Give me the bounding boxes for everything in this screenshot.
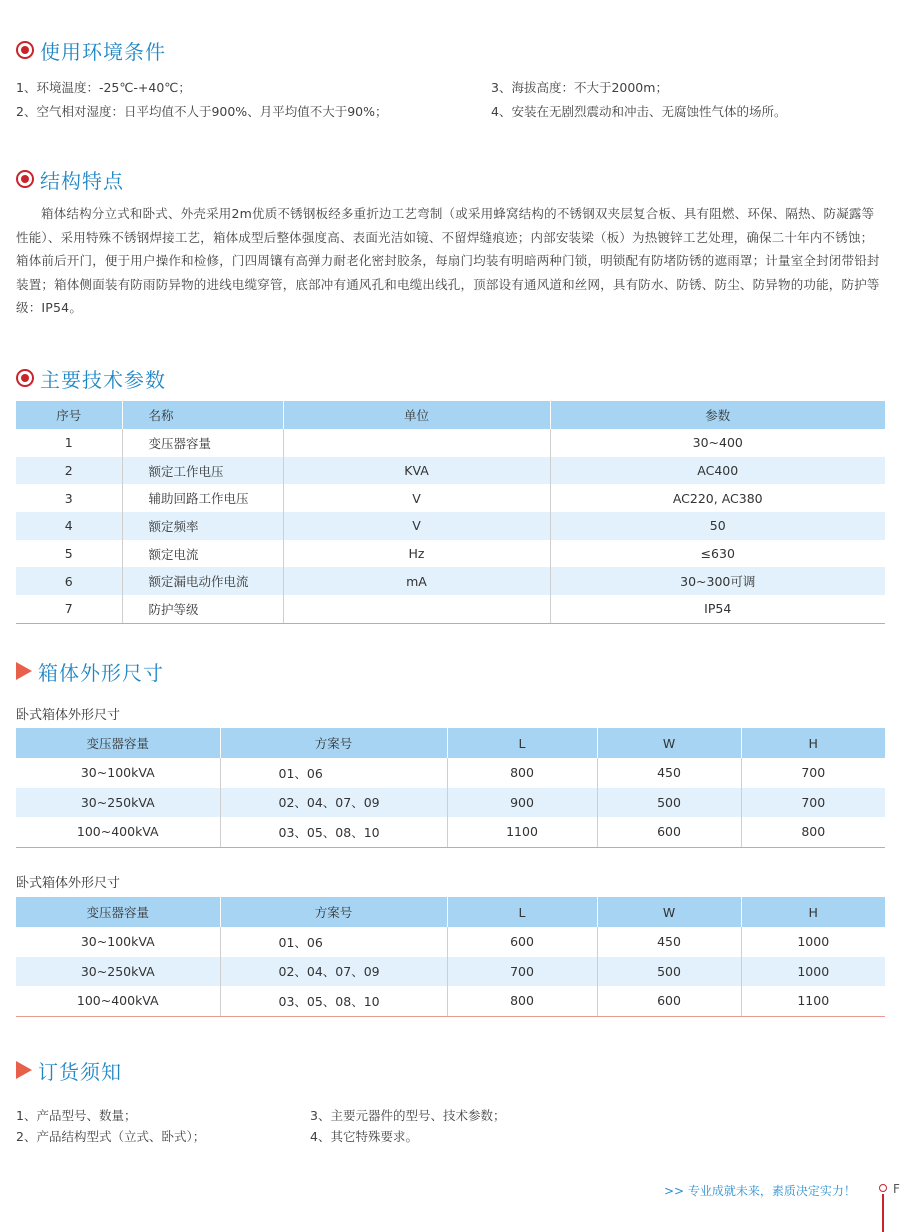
table-cell: 2 (16, 457, 122, 485)
table-cell: 800 (447, 758, 597, 788)
table-row (16, 429, 885, 457)
table-row (16, 817, 885, 847)
table-cell: KVA (283, 457, 550, 485)
section-title-ordering (16, 1056, 122, 1084)
table-cell: 额定电流 (122, 540, 283, 568)
table-cell: 01、06 (220, 758, 447, 788)
table-cell: 3 (64, 490, 73, 506)
table-cell: 6 (16, 567, 122, 595)
table-cell: 1000 (741, 927, 885, 957)
table-header: W (597, 728, 741, 758)
table-header: 名称 (122, 401, 283, 429)
table-row (16, 595, 885, 623)
table-cell: V (283, 484, 550, 512)
table-header: H (741, 728, 885, 758)
table-row (16, 788, 885, 818)
section-title-ordering-text: 订货须知 (38, 1059, 122, 1084)
table-cell: 700 (447, 957, 597, 987)
table-cell: 额定漏电动作电流 (122, 567, 283, 595)
section-title-params (16, 364, 166, 392)
table-cell: 变压器容量 (122, 429, 283, 457)
table-row (16, 758, 885, 788)
table-cell: 30~250kVA (16, 957, 220, 987)
triangle-bullet-icon (16, 662, 32, 680)
triangle-bullet-icon (16, 1061, 32, 1079)
table-cell: AC220, AC380 (550, 484, 885, 512)
table-row (16, 540, 885, 568)
table-header-row (16, 728, 885, 758)
table-row (16, 457, 885, 485)
dim-table-2-subtitle: 卧式箱体外形尺寸 (16, 876, 121, 891)
table-cell: 50 (550, 512, 885, 540)
table-cell: 30~100kVA (80, 934, 155, 950)
table-header: L (447, 897, 597, 927)
section-title-dimensions (16, 657, 164, 685)
table-cell: 额定频率 (122, 512, 283, 540)
table-header-row (16, 897, 885, 927)
ordering-item-4: 4、其它特殊要求。 (310, 1129, 418, 1144)
table-cell: mA (283, 567, 550, 595)
table-header-row (16, 401, 885, 429)
section-title-env (16, 36, 166, 64)
table-header: 序号 (16, 401, 122, 429)
table-cell: 600 (597, 986, 741, 1016)
table-row (16, 567, 885, 595)
table-cell: 1 (64, 435, 73, 451)
table-header: 单位 (283, 401, 550, 429)
table-cell: 1100 (741, 986, 885, 1016)
table-cell: 900 (447, 788, 597, 818)
table-cell: 7 (16, 595, 122, 623)
section-title-env-text: 使用环境条件 (40, 39, 166, 64)
table-header: 变压器容量 (16, 897, 220, 927)
table-cell: 30~300可调 (550, 567, 885, 595)
table-cell: 30~250kVA (16, 788, 220, 818)
table-cell: 01、06 (220, 927, 447, 957)
table-header: 参数 (550, 401, 885, 429)
table-cell: 500 (597, 957, 741, 987)
table-cell: 辅助回路工作电压 (122, 484, 283, 512)
table-cell: 700 (741, 788, 885, 818)
dim-table-2 (16, 897, 885, 1017)
env-item-4: 4、安装在无剧烈震动和冲击、无腐蚀性气体的场所。 (491, 104, 787, 119)
table-cell: 450 (597, 758, 741, 788)
dim-table-1-subtitle: 卧式箱体外形尺寸 (16, 708, 121, 723)
table-cell: 800 (741, 817, 885, 847)
table-cell: 02、04、07、09 (220, 788, 447, 818)
table-cell (283, 429, 550, 457)
table-cell: 600 (447, 927, 597, 957)
params-table (16, 401, 885, 624)
table-header: L (447, 728, 597, 758)
table-cell: 600 (597, 817, 741, 847)
ordering-item-1: 1、产品型号、数量； (16, 1108, 137, 1123)
table-cell: 30~400 (550, 429, 885, 457)
footer-slogan: >> 专业成就未来，素质决定实力！ (664, 1184, 856, 1198)
table-row (16, 957, 885, 987)
table-header: W (597, 897, 741, 927)
table-cell: 30~100kVA (80, 765, 155, 781)
table-cell: 100~400kVA (16, 986, 220, 1016)
footer-marker-icon (879, 1184, 887, 1192)
section-title-params-text: 主要技术参数 (40, 367, 166, 392)
table-cell: AC400 (550, 457, 885, 485)
table-cell: 03、05、08、10 (220, 986, 447, 1016)
table-cell: 500 (597, 788, 741, 818)
table-cell: 02、04、07、09 (220, 957, 447, 987)
table-cell (283, 595, 550, 623)
table-row (16, 484, 885, 512)
table-cell: 450 (597, 927, 741, 957)
table-cell: 5 (64, 546, 73, 562)
footer-rule (882, 1194, 884, 1232)
footer-edge-text: F (893, 1182, 900, 1196)
table-cell: V (283, 512, 550, 540)
table-cell: 防护等级 (122, 595, 283, 623)
target-bullet-icon (16, 170, 34, 188)
table-cell: 1100 (447, 817, 597, 847)
section-title-structure (16, 165, 124, 193)
ordering-item-2: 2、产品结构型式（立式、卧式）； (16, 1129, 206, 1144)
table-cell: Hz (283, 540, 550, 568)
table-header: 变压器容量 (16, 728, 220, 758)
ordering-item-3: 3、主要元器件的型号、技术参数； (310, 1108, 506, 1123)
table-cell: 03、05、08、10 (220, 817, 447, 847)
env-item-1: 1、环境温度：-25℃-+40℃； (16, 80, 191, 95)
table-header: 方案号 (220, 897, 447, 927)
table-cell: 100~400kVA (16, 817, 220, 847)
table-cell: 1000 (741, 957, 885, 987)
table-header: H (741, 897, 885, 927)
target-bullet-icon (16, 369, 34, 387)
table-cell: 800 (447, 986, 597, 1016)
env-item-2: 2、空气相对湿度：日平均值不人于900%、月平均值不大于90%； (16, 104, 388, 119)
table-cell: ≤630 (550, 540, 885, 568)
table-row (16, 986, 885, 1016)
table-header: 方案号 (220, 728, 447, 758)
table-cell: 额定工作电压 (122, 457, 283, 485)
dim-table-1 (16, 728, 885, 848)
table-cell: IP54 (550, 595, 885, 623)
section-title-structure-text: 结构特点 (40, 168, 124, 193)
table-row (16, 927, 885, 957)
table-row (16, 512, 885, 540)
structure-paragraph: 箱体结构分立式和卧式、外壳采用2m优质不锈钢板经多重折边工艺弯制（或采用蜂窝结构的不锈钢双夹层复合板、具有阻燃、环保、隔热、防凝露等性能）、采用特殊不锈钢焊接工艺，箱体成型后整体强度高、表面光洁如镜、不留焊缝痕迹；内部安装梁（板）为热镀锌工艺处理，确保二十年内不锈蚀；箱体前后开门，便于用户操作和检修，门四周镶有高弹力耐老化密封胶条，每扇门均装有明暗两种门锁，明锁配有防堵防锈的遮雨罩；计量室全封闭带铅封装置；箱体侧面装有防雨防异物的进线电缆穿管，底部冲有通风孔和电缆出线孔，顶部设有通风道和丝网，具有防水、防锈、防尘、防异物的功能，防护等级：IP54。 (16, 206, 880, 315)
target-bullet-icon (16, 41, 34, 59)
section-title-dimensions-text: 箱体外形尺寸 (38, 660, 164, 685)
env-item-3: 3、海拔高度：不大于2000m； (491, 80, 668, 95)
table-cell: 4 (16, 512, 122, 540)
table-cell: 700 (741, 758, 885, 788)
